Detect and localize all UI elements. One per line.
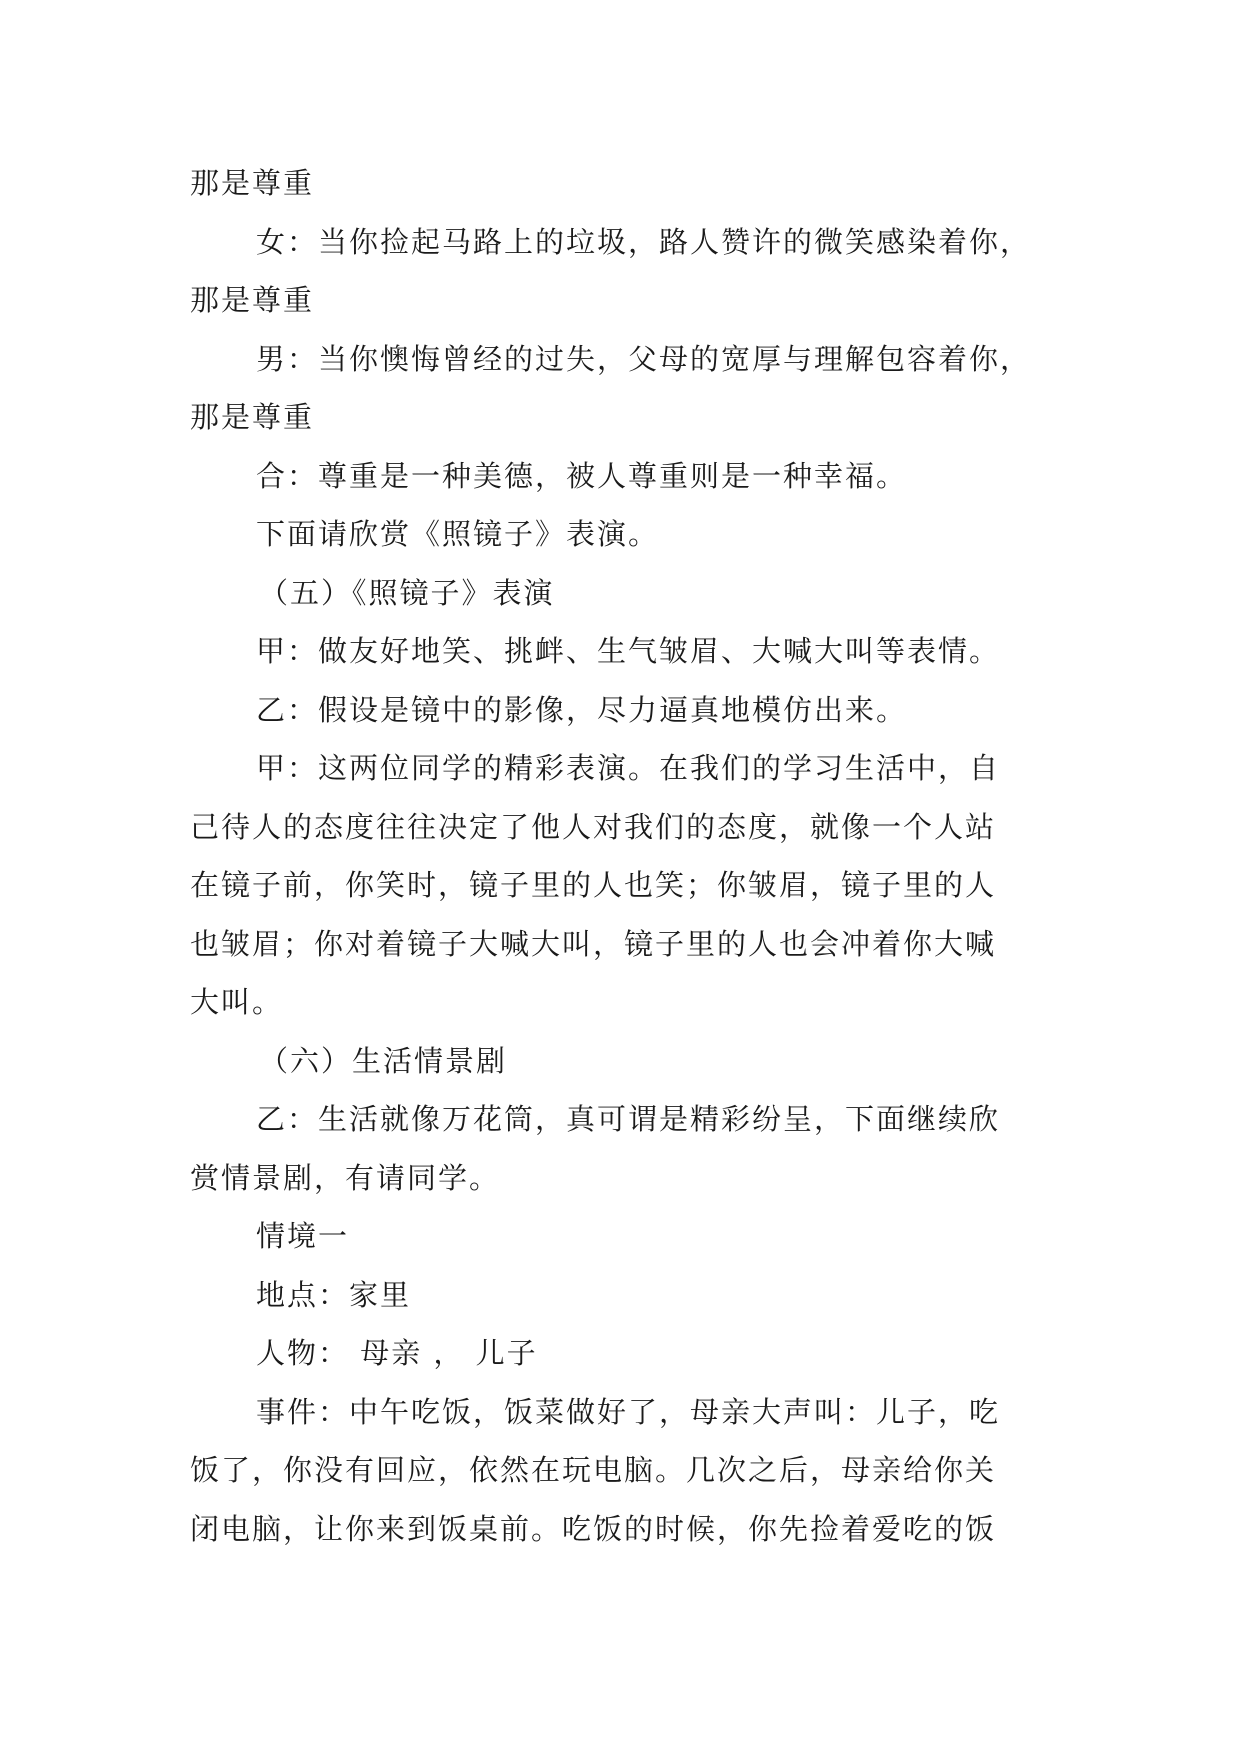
text-line: 在镜子前，你笑时，镜子里的人也笑；你皱眉，镜子里的人: [190, 868, 997, 902]
text-line: 赏情景剧，有请同学。: [190, 1161, 501, 1195]
text-line: 己待人的态度往往决定了他人对我们的态度，就像一个人站: [190, 810, 997, 844]
section-heading: （五）《照镜子》表演: [259, 576, 555, 610]
text-line: 地点：家里: [256, 1278, 412, 1312]
text-line: 甲：做友好地笑、挑衅、生气皱眉、大喊大叫等表情。: [256, 634, 1001, 668]
text-line: 乙：假设是镜中的影像，尽力逼真地模仿出来。: [256, 693, 908, 727]
text-line: 那是尊重: [190, 400, 315, 434]
text-line: 那是尊重: [190, 283, 315, 317]
text-line: 女：当你捡起马路上的垃圾，路人赞许的微笑感染着你，: [256, 225, 1032, 259]
text-line: 甲：这两位同学的精彩表演。在我们的学习生活中，自: [256, 751, 1001, 785]
text-line: 大叫。: [190, 985, 284, 1019]
text-line: 合：尊重是一种美德，被人尊重则是一种幸福。: [256, 459, 908, 493]
text-line: 男：当你懊悔曾经的过失，父母的宽厚与理解包容着你，: [256, 342, 1032, 376]
text-line: 闭电脑，让你来到饭桌前。吃饭的时候，你先捡着爱吃的饭: [190, 1512, 997, 1546]
section-heading: （六）生活情景剧: [259, 1044, 508, 1078]
text-line: 事件：中午吃饭，饭菜做好了，母亲大声叫：儿子，吃: [256, 1395, 1001, 1429]
text-line: 情境一: [256, 1219, 350, 1253]
text-line: 下面请欣赏《照镜子》表演。: [256, 517, 660, 551]
text-line: 那是尊重: [190, 166, 315, 200]
text-line: 乙：生活就像万花筒，真可谓是精彩纷呈，下面继续欣: [256, 1102, 1001, 1136]
text-line: 饭了，你没有回应，依然在玩电脑。几次之后，母亲给你关: [190, 1453, 997, 1487]
text-line: 也皱眉；你对着镜子大喊大叫，镜子里的人也会冲着你大喊: [190, 927, 997, 961]
text-line: 人物： 母亲 ， 儿子: [256, 1336, 538, 1370]
